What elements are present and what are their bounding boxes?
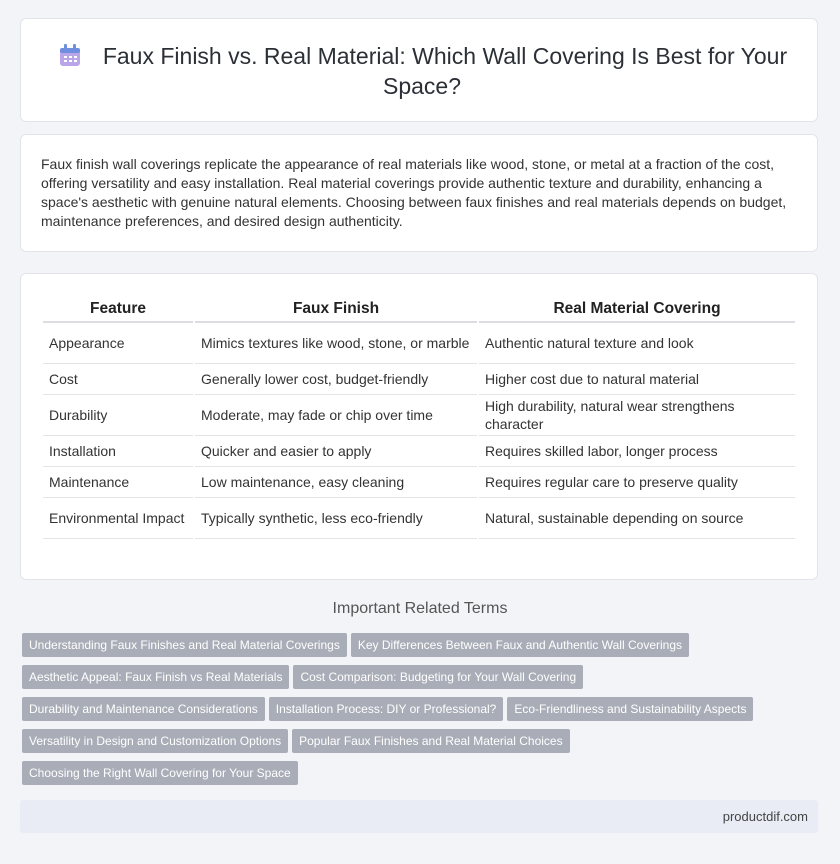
table-cell: Environmental Impact [43, 498, 193, 539]
table-cell: Quicker and easier to apply [195, 436, 477, 467]
table-row [43, 436, 795, 467]
table-cell: Durability [43, 395, 193, 436]
comparison-table [41, 296, 797, 539]
page-title: Faux Finish vs. Real Material: Which Wall Covering Is Best for Your Space? [102, 43, 788, 99]
table-cell: Authentic natural texture and look [479, 323, 795, 364]
related-term-tag[interactable]: Aesthetic Appeal: Faux Finish vs Real Materials [22, 665, 289, 689]
related-term-tag[interactable]: Versatility in Design and Customization Options [22, 729, 288, 753]
related-terms-list [22, 633, 802, 793]
table-cell: Appearance [43, 323, 193, 364]
comparison-card [20, 273, 818, 580]
related-term-tag[interactable]: Popular Faux Finishes and Real Material Choices [292, 729, 569, 753]
footer-bar [20, 800, 818, 833]
related-terms-title: Important Related Terms [332, 600, 508, 617]
table-row [43, 498, 795, 539]
intro-text: Faux finish wall coverings replicate the appearance of real materials like wood, stone, or metal at a fraction of the cost, offering versatility and easy installation. Real material coverings provide authentic texture and durability, enhancing a space's aesthetic with genuine natural elements. Choosing between faux finishes and real materials depends on budget, maintenance preferences, and desired design authenticity. [41, 156, 787, 229]
table-cell: Installation [43, 436, 193, 467]
related-term-tag[interactable]: Understanding Faux Finishes and Real Material Coverings [22, 633, 347, 657]
table-cell: Typically synthetic, less eco-friendly [195, 498, 477, 539]
footer-site-link[interactable]: productdif.com [722, 809, 808, 824]
column-header: Feature [43, 296, 193, 323]
table-cell: Maintenance [43, 467, 193, 498]
table-cell: Natural, sustainable depending on source [479, 498, 795, 539]
table-row [43, 395, 795, 436]
table-header-row [43, 296, 795, 323]
related-term-tag[interactable]: Choosing the Right Wall Covering for Your Space [22, 761, 298, 785]
table-cell: Mimics textures like wood, stone, or marble [195, 323, 477, 364]
column-header: Faux Finish [195, 296, 477, 323]
table-cell: Higher cost due to natural material [479, 364, 795, 395]
related-term-tag[interactable]: Installation Process: DIY or Professional? [269, 697, 504, 721]
table-cell: Low maintenance, easy cleaning [195, 467, 477, 498]
table-cell: Generally lower cost, budget-friendly [195, 364, 477, 395]
table-cell: Cost [43, 364, 193, 395]
table-row [43, 467, 795, 498]
table-row [43, 323, 795, 364]
related-term-tag[interactable]: Durability and Maintenance Considerations [22, 697, 265, 721]
related-term-tag[interactable]: Key Differences Between Faux and Authentic Wall Coverings [351, 633, 689, 657]
related-term-tag[interactable]: Eco-Friendliness and Sustainability Aspects [507, 697, 753, 721]
stacked-layers-icon [57, 42, 83, 68]
table-cell: High durability, natural wear strengthens character [479, 395, 795, 436]
table-row [43, 364, 795, 395]
table-cell: Requires regular care to preserve quality [479, 467, 795, 498]
column-header: Real Material Covering [479, 296, 795, 323]
related-term-tag[interactable]: Cost Comparison: Budgeting for Your Wall Covering [293, 665, 583, 689]
table-cell: Moderate, may fade or chip over time [195, 395, 477, 436]
header-card [20, 18, 818, 122]
page-title-wrap [45, 41, 799, 101]
intro-card [20, 134, 818, 252]
table-cell: Requires skilled labor, longer process [479, 436, 795, 467]
